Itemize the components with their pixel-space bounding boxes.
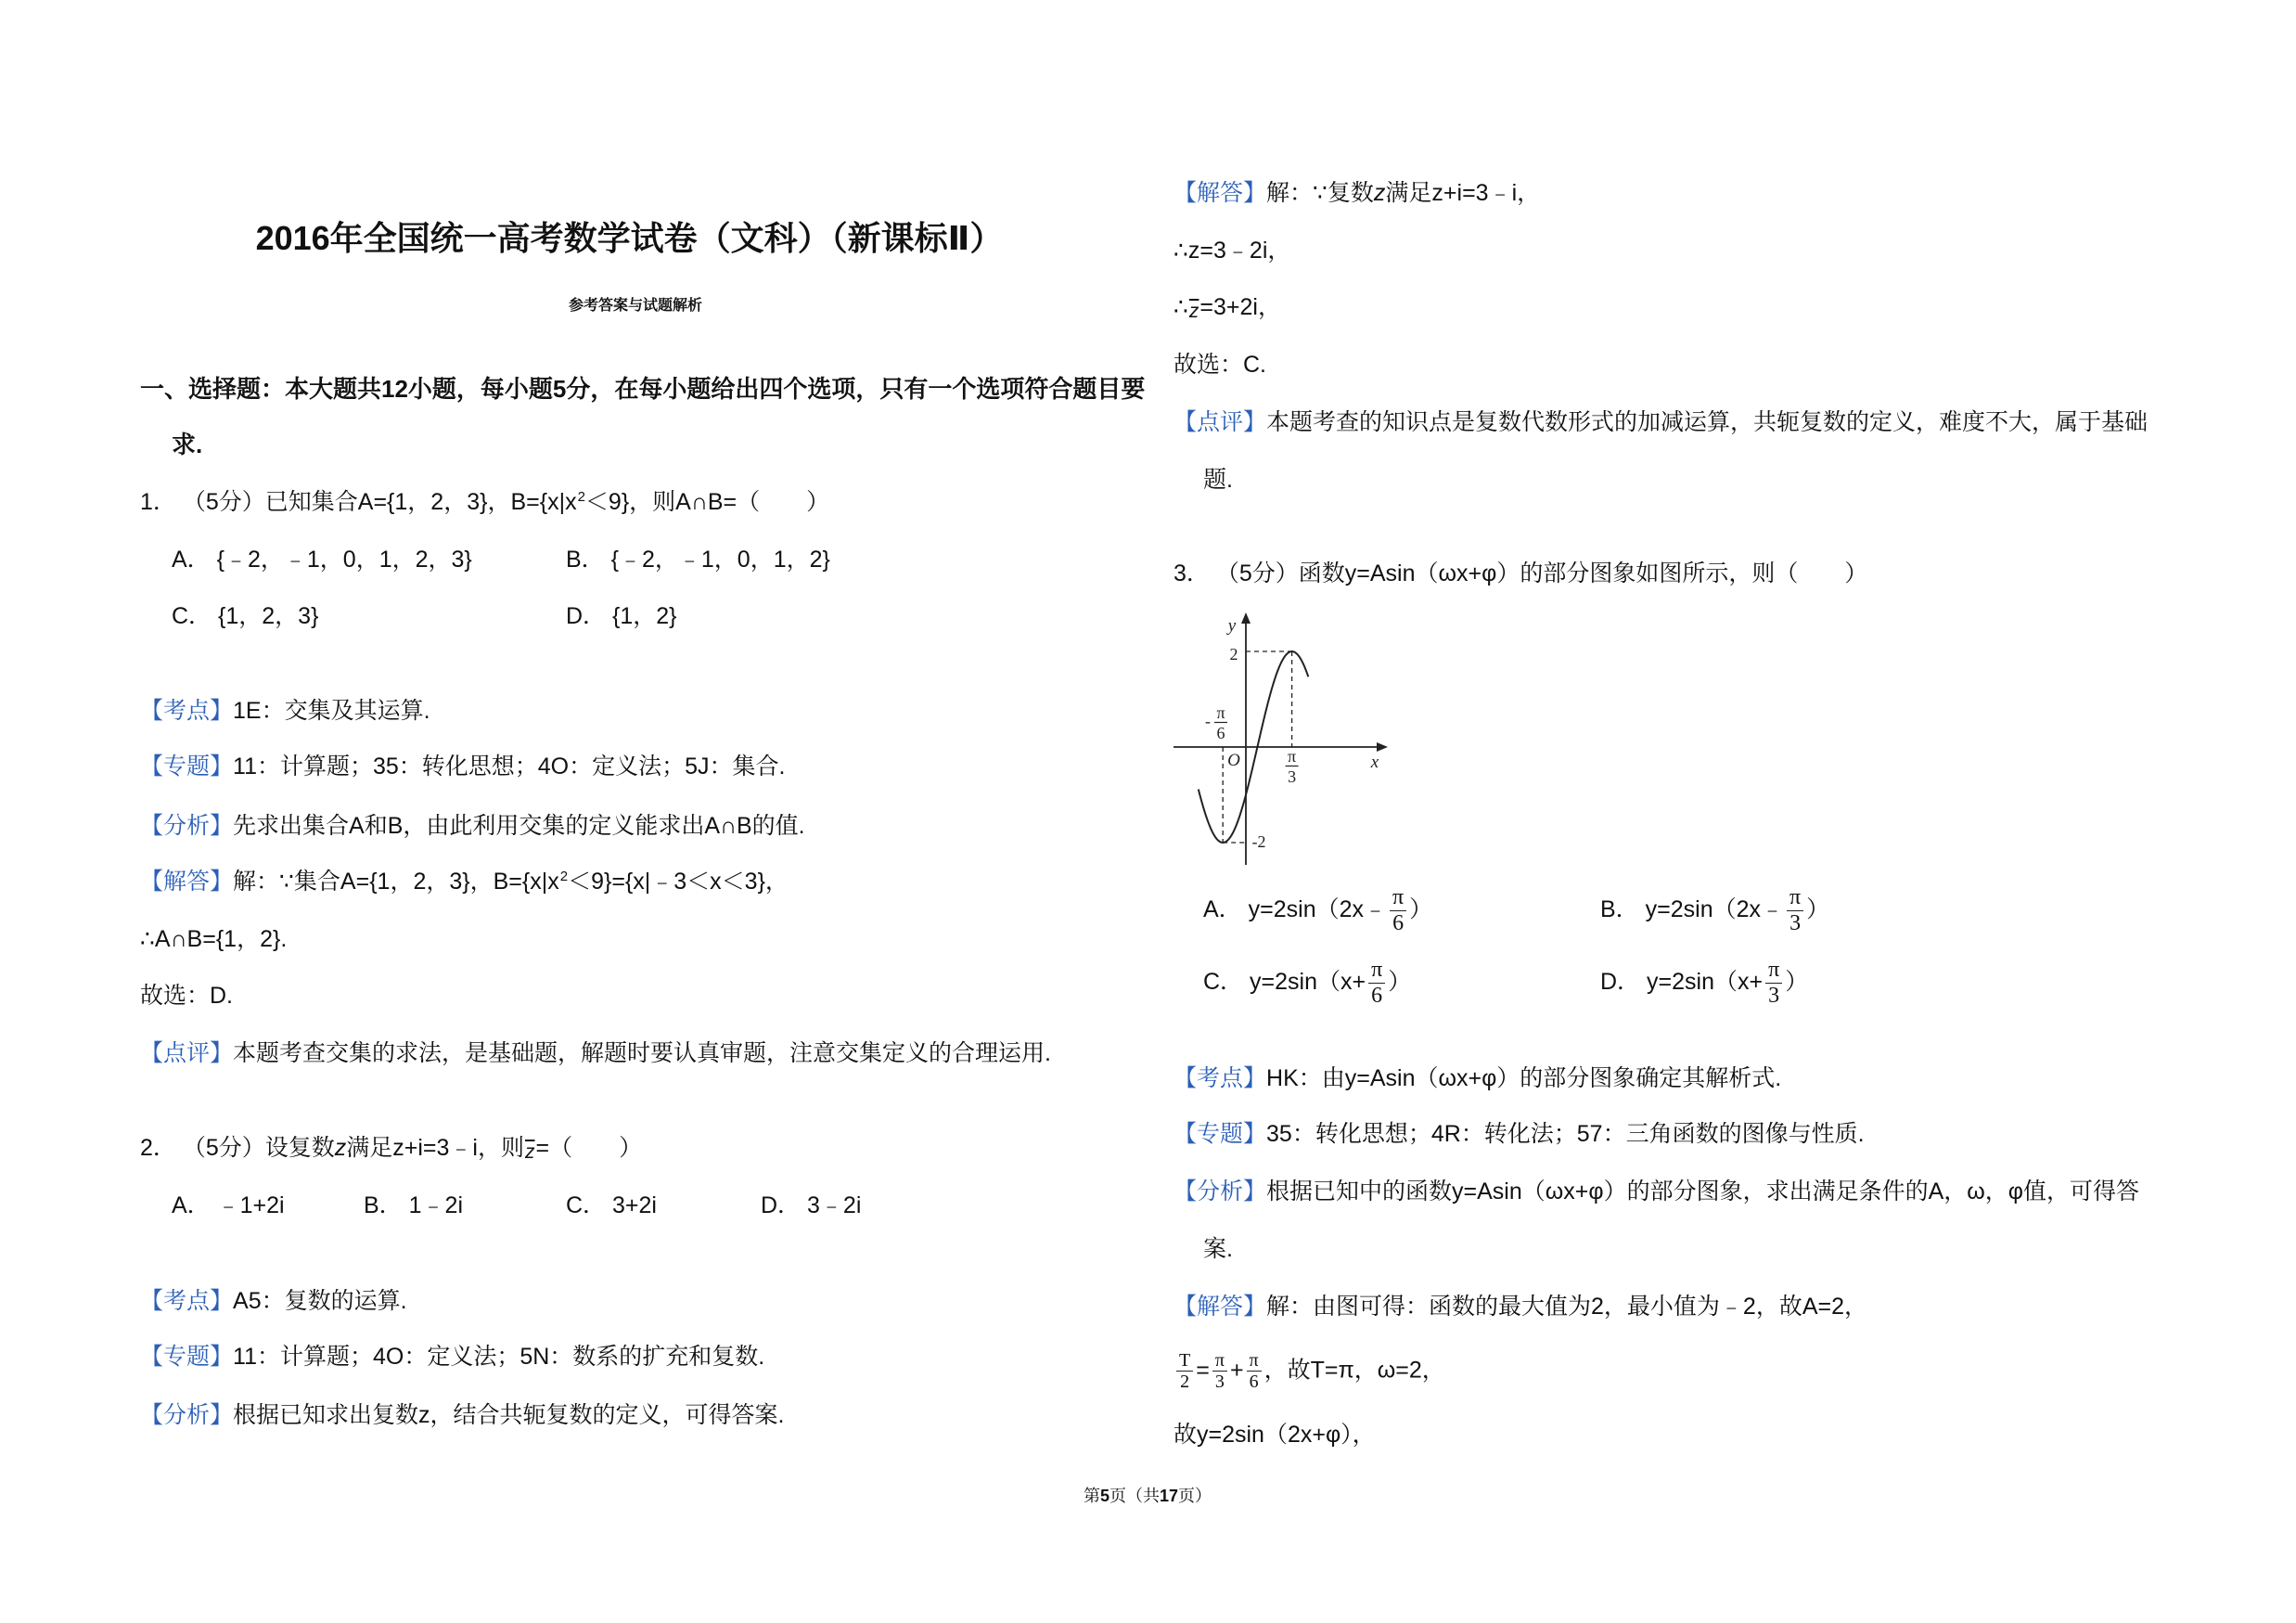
dianping-tag: 【点评】 [1174,409,1267,435]
fraction-numerator: π [1390,885,1406,911]
option-letter: C． [172,603,212,629]
q3-jieda [1174,1290,1867,1323]
kaodian-text: 1E：交集及其运算. [233,698,430,724]
function-graph [1169,608,1392,868]
q2-dianping-cont: 题. [1203,467,1233,493]
q1-jieda [140,865,789,898]
jieda-exponent: 2 [559,869,569,884]
option-text: {﹣2，﹣1，0，1，2，3} [216,547,472,573]
q1-zhuanti [140,750,785,783]
section-heading-cont: 求. [172,431,203,458]
option-letter: B． [1600,895,1639,922]
fraction-denominator: 6 [1392,910,1405,935]
jieda-tag: 【解答】 [1174,180,1267,206]
q1-stem-exponent: 2 [577,489,585,505]
pi-sixth-fraction [1247,1350,1262,1393]
fenxi-text: 先求出集合A和B，由此利用交集的定义能求出A∩B的值. [233,813,805,839]
exam-subtitle: 参考答案与试题解析 [568,298,702,314]
option-formula-end: ） [1806,895,1830,922]
equals-sign: = [1196,1357,1210,1384]
q2-option-d [761,1189,861,1222]
q2-jieda-line2: ∴z=3﹣2i， [1174,238,1291,264]
q1-option-b [566,543,830,576]
q3-jieda-line2 [1174,1350,1445,1393]
q1-answer: 故选：D. [140,983,234,1009]
q2-number: 2． [140,1135,176,1161]
kaodian-text: A5：复数的运算. [233,1288,407,1314]
zhuanti-text: 11：计算题；4O：定义法；5N：数系的扩充和复数. [233,1344,765,1370]
q2-stem [140,1131,642,1165]
jieda-variable-z: z [1373,180,1386,206]
option-text: 1﹣2i [408,1192,464,1218]
option-letter: C． [566,1192,607,1218]
q3-stem-text: （5分）函数y=Asin（ωx+φ）的部分图象如图所示，则（ ） [1215,560,1868,586]
jieda-line2-tail: ，故T=π，ω=2， [1263,1357,1445,1384]
q2-option-b [364,1189,463,1222]
plus-sign: + [1229,1357,1244,1384]
x-axis-label: x [1370,753,1379,772]
section-heading: 一、选择题：本大题共12小题，每小题5分，在每小题给出四个选项，只有一个选项符合题目要 [140,375,1146,403]
kaodian-tag: 【考点】 [140,698,234,724]
fraction-numerator: π [1787,885,1803,911]
q2-dianping [1174,406,2148,439]
dianping-text: 本题考查的知识点是复数代数形式的加减运算，共轭复数的定义，难度不大，属于基础 [1266,409,2148,435]
option-formula: y=2sin（2x﹣ [1248,895,1388,922]
right-tick-numerator: π [1288,747,1297,766]
option-fraction [1765,958,1782,1009]
q1-fenxi [140,809,805,843]
q3-option-a [1203,885,1433,935]
fraction-denominator: 3 [1768,983,1780,1008]
period-fraction [1176,1350,1193,1393]
fraction-denominator: 3 [1214,1372,1225,1393]
option-formula-end: ） [1409,895,1433,922]
fraction-denominator: 3 [1789,910,1802,935]
q3-option-d [1600,958,1809,1008]
q1-jieda-line2: ∴A∩B={1，2}. [140,926,288,952]
option-fraction [1390,885,1406,936]
option-letter: C． [1203,968,1244,995]
option-letter: B． [364,1192,403,1218]
q3-kaodian [1174,1062,1781,1095]
option-text: 3﹣2i [807,1192,862,1218]
therefore-symbol: ∴ [1174,294,1188,320]
q1-option-a [172,543,472,576]
q1-stem-text-end: ＜9}，则A∩B=（ ） [584,489,830,515]
footer-page-number: 5 [1099,1487,1110,1505]
fenxi-tag: 【分析】 [1174,1179,1267,1204]
q1-option-d [566,599,677,633]
pi-third-fraction [1212,1350,1227,1393]
fenxi-tag: 【分析】 [140,1402,234,1428]
jieda-text: 解：由图可得：函数的最大值为2，最小值为﹣2，故A=2， [1266,1294,1868,1320]
q2-stem-text: （5分）设复数 [182,1135,335,1161]
option-formula: y=2sin（x+ [1647,968,1764,995]
q1-option-c [172,599,318,633]
dianping-text: 本题考查交集的求法，是基础题，解题时要认真审题，注意交集定义的合理运用. [233,1040,1051,1066]
fenxi-text: 根据已知求出复数z，结合共轭复数的定义，可得答案. [233,1402,785,1428]
q3-option-c [1203,958,1412,1008]
q1-number: 1． [140,489,176,515]
left-tick-numerator: π [1216,703,1225,722]
fraction-denominator: 6 [1249,1372,1259,1393]
kaodian-text: HK：由y=Asin（ωx+φ）的部分图象确定其解析式. [1266,1065,1782,1091]
option-formula-end: ） [1785,968,1809,995]
fenxi-text: 根据已知中的函数y=Asin（ωx+φ）的部分图象，求出满足条件的A，ω，φ值，可得答 [1266,1179,2139,1204]
q1-dianping [140,1037,1051,1070]
zhuanti-text: 11：计算题；35：转化思想；4O：定义法；5J：集合. [233,754,786,779]
option-fraction [1787,885,1803,936]
option-letter: D． [1600,968,1641,995]
conjugate-value: =3+2i， [1199,294,1281,320]
fraction-numerator: π [1212,1350,1227,1372]
option-letter: B． [566,547,605,573]
q2-option-c [566,1189,657,1222]
option-letter: A． [1203,895,1242,922]
zhuanti-text: 35：转化思想；4R：转化法；57：三角函数的图像与性质. [1266,1121,1865,1147]
exam-title: 2016年全国统一高考数学试卷（文科）（新课标Ⅱ） [255,219,1004,257]
q2-jieda [1174,176,1540,210]
right-tick-denominator: 3 [1288,767,1297,786]
fraction-numerator: π [1765,958,1782,984]
q3-jieda-line3: 故y=2sin（2x+φ）， [1174,1422,1376,1448]
option-letter: D． [761,1192,802,1218]
jieda-tag: 【解答】 [140,869,234,895]
conjugate-z: $\overline{z}$ [1188,301,1199,322]
option-text: ﹣1+2i [216,1192,285,1218]
jieda-text: 解：∵复数 [1266,180,1374,206]
q3-stem [1174,557,1867,590]
origin-label: O [1227,751,1240,770]
q2-fenxi [140,1398,784,1432]
option-formula-end: ） [1388,968,1412,995]
y-axis-label: y [1227,616,1237,636]
q2-answer: 故选：C. [1174,352,1267,378]
jieda-tag: 【解答】 [1174,1294,1267,1320]
left-tick-denominator: 6 [1216,724,1225,742]
fraction-numerator: π [1368,958,1385,984]
q1-stem-text: （5分）已知集合A={1，2，3}，B={x|x [182,489,577,515]
q3-number: 3． [1174,560,1210,586]
option-formula: y=2sin（x+ [1250,968,1366,995]
zhuanti-tag: 【专题】 [1174,1121,1267,1147]
q2-variable-z: z [334,1135,347,1161]
option-letter: A． [172,1192,211,1218]
fenxi-tag: 【分析】 [140,813,234,839]
q1-kaodian [140,694,430,728]
q2-jieda-line3 [1174,290,1281,324]
zhuanti-tag: 【专题】 [140,754,234,779]
option-text: 3+2i [612,1192,657,1218]
q2-stem-text-mid: 满足z+i=3﹣i，则 [346,1135,524,1161]
kaodian-tag: 【考点】 [140,1288,234,1314]
jieda-text: 解：∵集合A={1，2，3}，B={x|x [233,869,559,895]
fraction-denominator: 6 [1371,983,1383,1008]
q3-zhuanti [1174,1117,1865,1151]
footer-total-pages: 17 [1159,1487,1179,1505]
option-letter: D． [566,603,607,629]
fraction-numerator: T [1176,1350,1193,1372]
option-text: {1，2，3} [218,603,319,629]
q2-option-a [172,1189,285,1222]
dianping-tag: 【点评】 [140,1040,234,1066]
max-value-label: 2 [1229,645,1238,663]
zhuanti-tag: 【专题】 [140,1344,234,1370]
fraction-denominator: 2 [1180,1372,1190,1393]
q3-fenxi-cont: 案. [1203,1236,1233,1262]
page-footer [0,1484,2295,1508]
q2-kaodian [140,1284,407,1318]
q2-conjugate-z: $\overline{z}$ [524,1141,535,1163]
q2-stem-text-end: =（ ） [535,1135,643,1161]
x-axis-arrow [1377,742,1388,752]
left-tick-sign: - [1205,712,1211,730]
footer-middle: 页（共 [1109,1487,1160,1505]
min-value-label: -2 [1251,832,1266,851]
option-letter: A． [172,547,211,573]
footer-prefix: 第 [1083,1487,1100,1505]
option-text: {﹣2，﹣1，0，1，2} [610,547,830,573]
kaodian-tag: 【考点】 [1174,1065,1267,1091]
jieda-text-end: 满足z+i=3﹣i， [1385,180,1541,206]
option-fraction [1368,958,1385,1009]
footer-suffix: 页） [1178,1487,1212,1505]
y-axis-arrow [1241,612,1251,624]
jieda-text-end: ＜9}={x|﹣3＜x＜3}， [568,869,789,895]
q1-stem [140,485,829,519]
q2-zhuanti [140,1340,764,1373]
option-text: {1，2} [612,603,677,629]
fraction-numerator: π [1247,1350,1262,1372]
q3-fenxi [1174,1175,2139,1208]
q3-option-b [1600,885,1830,935]
option-formula: y=2sin（2x﹣ [1645,895,1785,922]
